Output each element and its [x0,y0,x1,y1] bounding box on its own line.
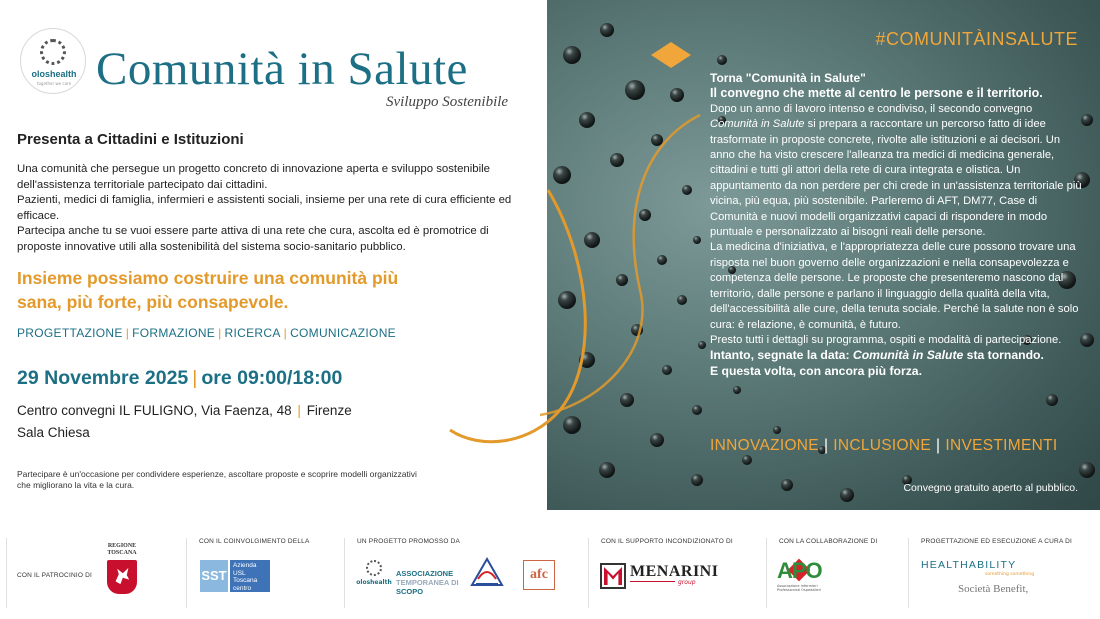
announcement-paragraph: Presto tutti i dettagli su programma, ospiti e modalità di partecipazione. [710,333,1062,346]
intro-paragraph: Partecipa anche tu se vuoi essere parte attiva di una rete che cura, ascolta ed è promotrice di proposte innovative utili alla sostenibilità del sistema socio-sanitario pubblico. [17,225,489,253]
usl-toscana-logo [200,560,270,592]
pillars-right: INNOVAZIONE | INCLUSIONE | INVESTIMENTI [710,437,1058,454]
afc-logo: afc [523,560,555,590]
event-datetime: 29 Novembre 2025 | ore 09:00/18:00 [17,367,343,389]
apo-logo: APO Associazione Infermieri Professionisti Ospedalieri [777,558,822,592]
menarini-m-icon [600,563,626,589]
logo-brand: oloshealth [31,69,77,79]
supporto-label: CON IL SUPPORTO INCONDIZIONATO DI [601,538,733,545]
pillar-item: INVESTIMENTI [945,437,1058,454]
menarini-logo: MENARINI group [600,563,700,589]
intro-paragraph: Pazienti, medici di famiglia, infermieri e assistenti sociali, insieme per una rete di cura efficiente ed efficace. [17,194,512,222]
association-emblem-icon [470,557,504,587]
promosso-label: UN PROGETTO PROMOSSO DA [357,538,461,545]
intro-paragraph: Una comunità che persegue un progetto concreto di innovazione aperta e sviluppo sostenibile dell'assistenza territoriale partecipato dai cittadini. [17,163,491,191]
diamond-icon [651,42,691,68]
usl-short: SST [200,560,228,592]
oloshealth-small-logo: oloshealth [356,560,392,586]
section-title: Presenta a Cittadini e Istituzioni [17,131,244,148]
logo-tagline: together we care [36,81,72,86]
venue-address: Centro convegni IL FULIGNO, Via Faenza, 48 [17,403,292,418]
announcement-closing: Intanto, segnate la data: Comunità in Salute sta tornando. [710,348,1044,363]
pillars-left: PROGETTAZIONE | FORMAZIONE | RICERCA | COMUNICAZIONE [17,326,396,340]
pillar-item: COMUNICAZIONE [290,326,396,340]
left-panel [0,0,547,510]
pillar-item: FORMAZIONE [132,326,216,340]
regione-toscana-logo [107,560,137,594]
page-subtitle: Sviluppo Sostenibile [386,94,509,110]
announcement-paragraph: Dopo un anno di lavoro intenso e condiviso, il secondo convegno Comunità in Salute si prepara a raccontare un percorso fatto di idee trasformate in proposte concrete, rivolte alle istituzioni e ai decisori. Un anno che ha visto crescere l'alleanza tra medici di medicina generale, cittadini e tutti gli attori della rete di cura integrata e olistica. Un appuntamento da non perdere per chi crede in un'assistenza territoriale più vicina, più equa, più sostenibile. Parleremo di AFT, DM77, Case di Comunità e nuovi modelli organizzativi capaci di rispondere in modo puntuale e personalizzato ai bisogni reali delle persone. [710,102,1082,239]
announcement-headline: Il convegno che mette al centro le persone e il territorio. [710,86,1043,101]
patrocinio-label: CON IL PATROCINIO DI [17,572,93,579]
pillar-item: INCLUSIONE [833,437,932,454]
announcement-lead: Torna "Comunità in Salute" [710,71,866,85]
usl-text: Azienda USL Toscana centro [230,560,270,592]
regione-toscana-label: REGIONE TOSCANA [107,543,137,556]
slogan: Insieme possiamo costruire una comunità più sana, più forte, più consapevole. [17,268,399,312]
pillar-item: PROGETTAZIONE [17,326,123,340]
page-title: Comunità in Salute [96,43,468,95]
announcement-paragraph: La medicina d'iniziativa, e l'appropriatezza delle cure possono trovare una risposta nel buon governo delle organizzazioni e nella consapevolezza e competenza delle persone. Le proposte che presenteremo nascono dal territorio, dalle persone e parlano il linguaggio della qualità della vita, dell'accessibilità alle cure, della tenuta sociale. Perché la salute non è solo cura: è relazione, è comunità, è futuro. [710,241,1079,331]
healthability-benefit: Società Benefit, [958,583,1029,595]
pillar-item: INNOVAZIONE [710,437,819,454]
intro-text [17,162,522,255]
dotted-sun-icon [40,39,66,65]
event-venue: Centro convegni IL FULIGNO, Via Faenza, 48 | Firenze Sala Chiesa [17,400,352,444]
healthability-logo: HEALTHABILITY [921,559,1017,571]
event-time: ore 09:00/18:00 [201,367,343,389]
dotted-sun-icon [366,560,382,576]
ats-logo: ASSOCIAZIONE TEMPORANEA DI SCOPO [396,569,459,596]
coinvolgimento-label: CON IL COINVOLGIMENTO DELLA [199,538,310,545]
announcement-body [710,71,1082,379]
oloshealth-logo [20,28,86,94]
collaborazione-label: CON LA COLLABORAZIONE DI [779,538,878,545]
hashtag: #COMUNITÀINSALUTE [875,29,1078,49]
free-entry-note: Convegno gratuito aperto al pubblico. [903,482,1078,494]
venue-room: Sala Chiesa [17,425,90,440]
sponsor-column [6,538,7,608]
announcement-closing: E questa volta, con ancora più forza. [710,363,922,378]
right-panel [547,0,1100,510]
footnote: Partecipare è un'occasione per condividere esperienze, ascoltare proposte e scoprire modelli organizzativi che migliorano la vita e la cura. [17,469,417,490]
event-date: 29 Novembre 2025 [17,367,189,389]
cura-label: PROGETTAZIONE ED ESECUZIONE A CURA DI [921,538,1073,545]
pegasus-icon [114,567,130,585]
venue-city: Firenze [306,403,352,418]
pillar-item: RICERCA [224,326,281,340]
healthability-tagline: something something [985,572,1035,577]
